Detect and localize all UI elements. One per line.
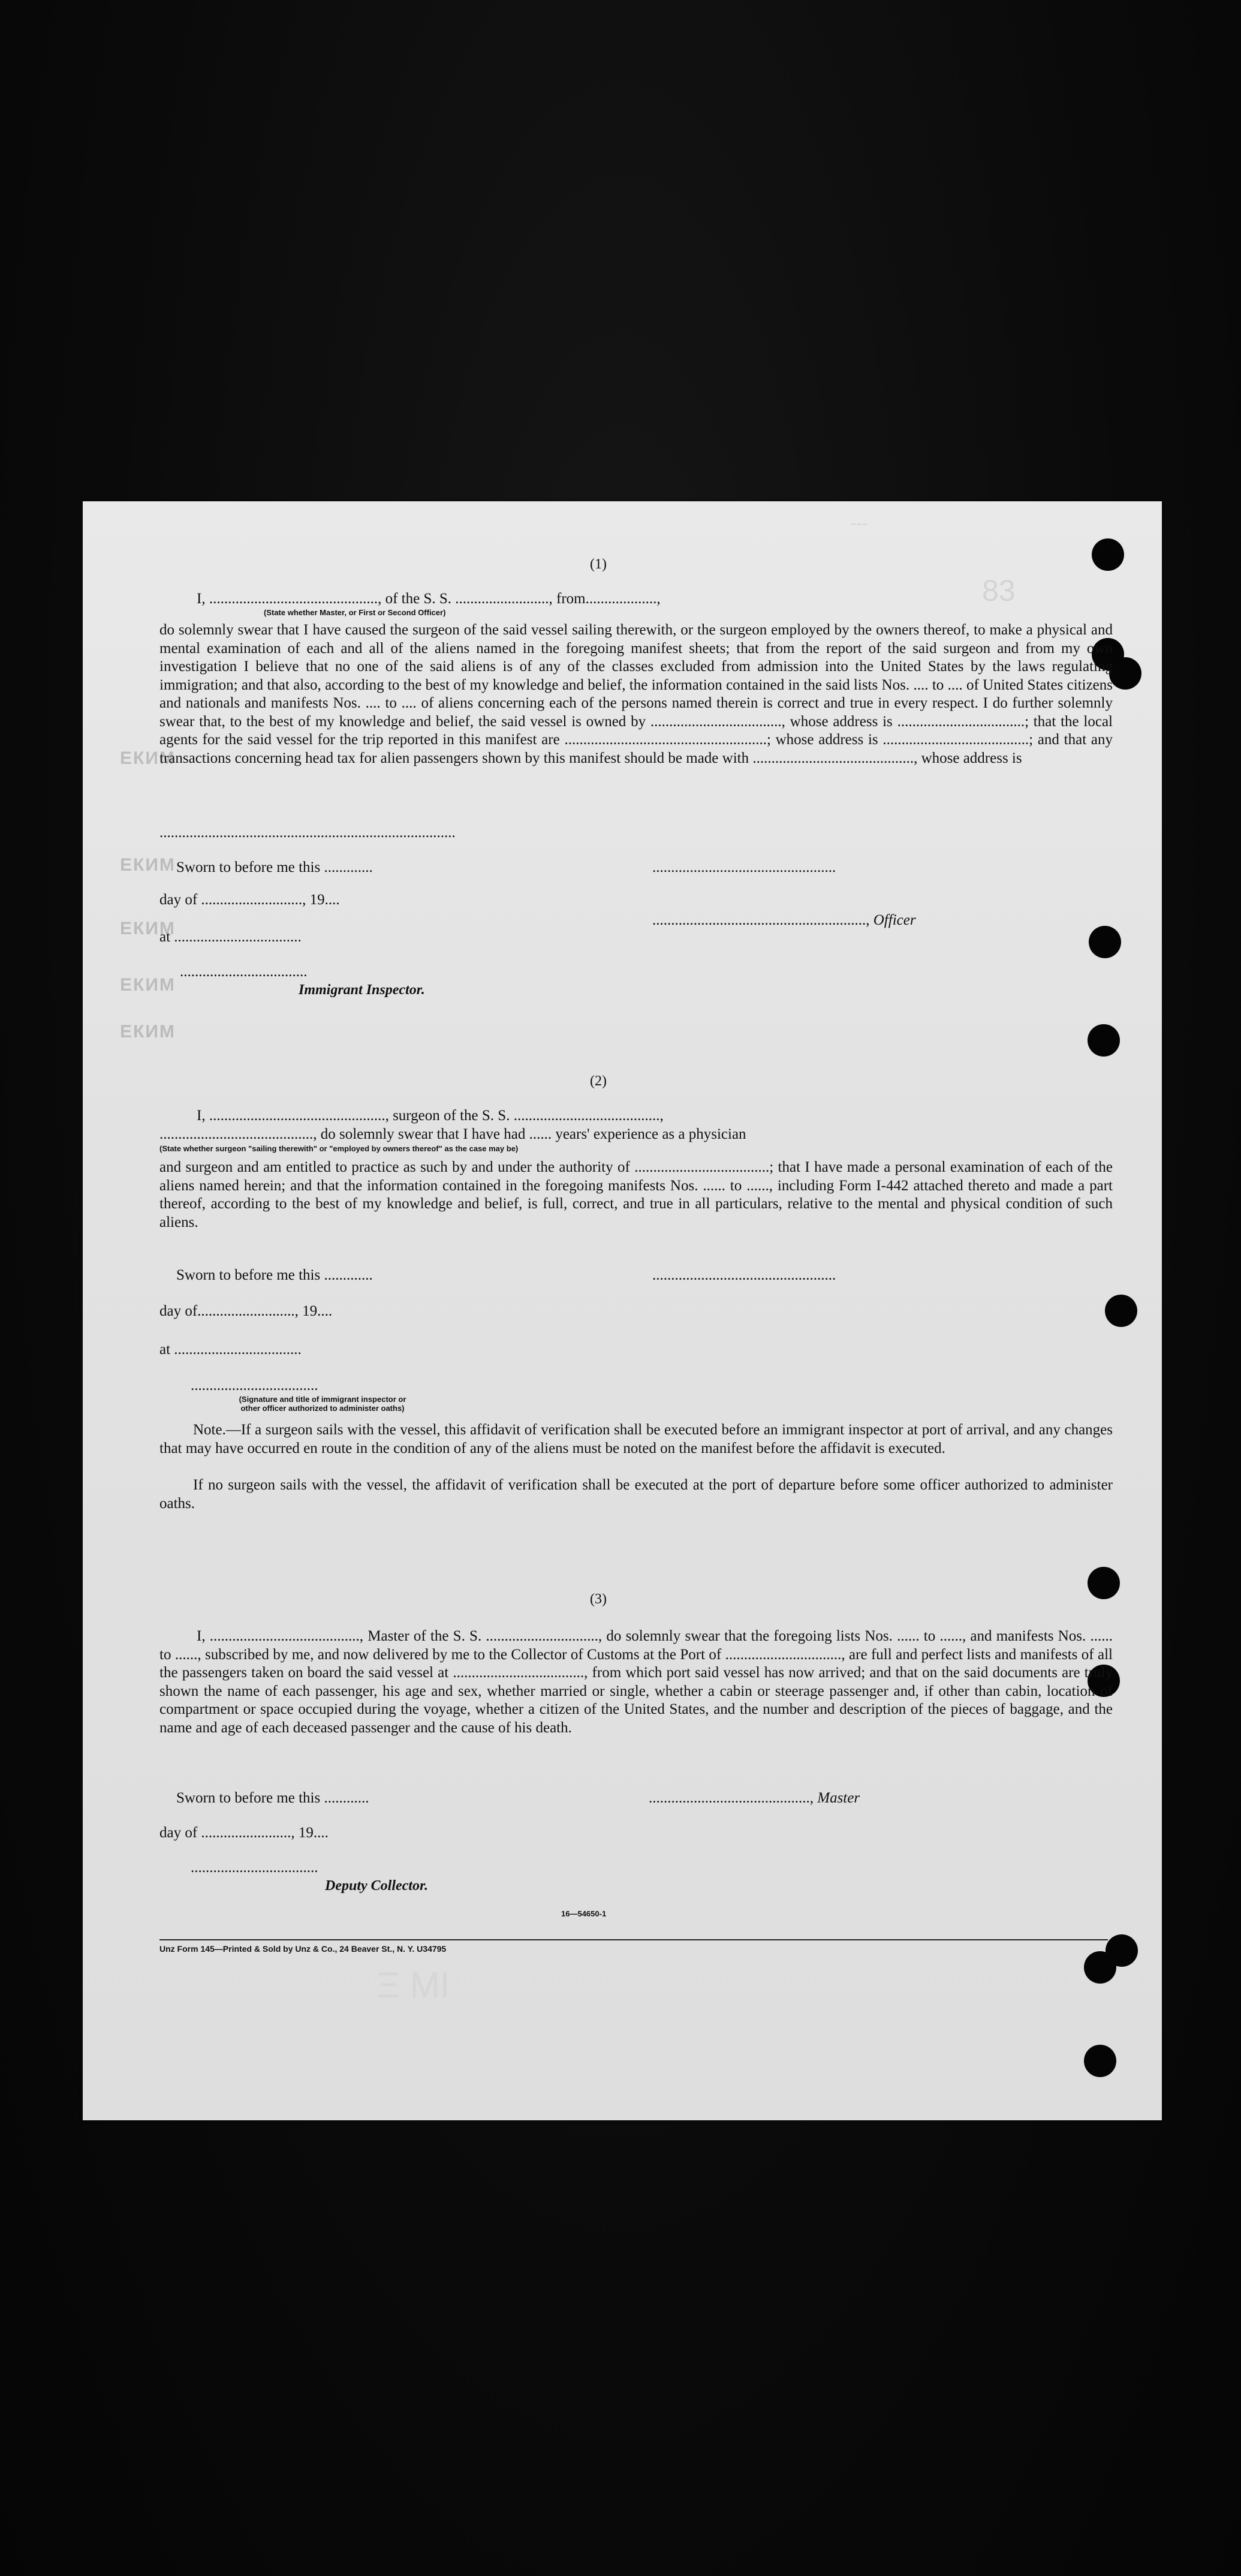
bleed-through-mark: --- [850,513,868,533]
binder-hole [1105,1295,1137,1327]
section-1-line-note: (State whether Master, or First or Second Officer) [264,608,446,617]
section-2-line-note: (State whether surgeon "sailing therewith" or "employed by owners thereof" as the case may be) [159,1144,519,1153]
section-2-second-line: ........................................., do solemnly swear that I have had ...... years' experience as a physician [159,1126,746,1142]
section-2-day: day of.........................., 19.... [159,1303,333,1319]
section-2-sign-note-1: (Signature and title of immigrant inspector or [239,1395,406,1404]
manifest-verification-page [83,501,1162,2120]
section-2-at: at .................................. [159,1341,302,1358]
section-3-master-dots: ..........................................., [649,1790,818,1806]
section-3-master-title: Master [817,1790,860,1806]
binder-hole [1088,1024,1120,1057]
section-3-number: (3) [590,1591,607,1607]
binder-hole [1089,926,1121,958]
section-3-master-line [649,1789,860,1807]
section-2-sign-dots: .................................. [191,1377,318,1394]
section-3-signer: Deputy Collector. [325,1878,428,1894]
bleed-through-mark: Ξ ΜΙ [376,1965,450,2005]
footer-rule [159,1939,1108,1940]
section-1-body-tail: ............................................................................... [159,824,456,841]
section-1-at: at .................................. [159,929,302,945]
section-2-number: (2) [590,1073,607,1089]
bleed-through-mark: ЕКИМ [120,919,176,938]
section-1-officer-dots: ........................................................., [652,912,873,928]
bleed-through-mark: ЕКИМ [120,748,176,768]
printer-footer: Unz Form 145—Printed & Sold by Unz & Co., 24 Beaver St., N. Y. U34795 [159,1944,447,1954]
bleed-through-mark: ЕКИМ [120,1022,176,1042]
section-1-body: do solemnly swear that I have caused the surgeon of the said vessel sailing therewith, or the surgeon employed by the owners thereof, to make a physical and mental examination of each and all of the aliens named in the foregoing manifest sheets; that from the report of the said surgeon and from my own investigation I believe that no one of the said aliens is of any of the classes excluded from admission into the United States by the laws regulating immigration; and that also, according to the best of my knowledge and belief, the information contained in the said lists Nos. .... to .... of United States citizens and nationals and manifests Nos. .... to .... of aliens concerning each of the persons named therein is correct and true in every respect. I do further solemnly swear that, to the best of my knowledge and belief, the said vessel is owned by ..................................., whose address is ..................................; that the local agents for the said vessel for the trip reported in this manifest are ......................................................; whose address is .......................................; and that any transactions concerning head tax for alien passengers shown by this manifest should be made with ..........................................., whose address is [159,622,1113,766]
section-1-sign-dots: .................................. [180,964,308,980]
section-3-sworn: Sworn to before me this ............ [176,1790,369,1806]
section-1-sworn: Sworn to before me this ............. [176,859,373,875]
section-1-number: (1) [590,556,607,572]
section-2-note-1: Note.—If a surgeon sails with the vessel, this affidavit of verification shall be executed before an immigrant inspector at port of arrival, and any changes that may have occurred en route in the condition of any of the aliens must be noted on the manifest before the affidavit is executed. [159,1422,1113,1456]
section-1-first-line: I, ............................................., of the S. S. ........................., from..................., [197,591,661,607]
section-2-note-2: If no surgeon sails with the vessel, the affidavit of verification shall be executed at the port of departure before some officer authorized to administer oaths. [159,1477,1113,1512]
section-1-officer-line [652,911,916,929]
section-1-signer: Immigrant Inspector. [299,982,425,998]
bleed-through-mark: ЕКИМ [120,855,176,875]
section-1-day: day of ..........................., 19.... [159,892,340,908]
section-3-sign-dots: .................................. [191,1859,318,1876]
section-2-first-line: I, ..............................................., surgeon of the S. S. ......................................., [197,1108,664,1124]
section-3-day: day of ........................, 19.... [159,1825,329,1841]
section-2-sign-note-2: other officer authorized to administer oaths) [240,1404,405,1413]
section-1-officer-dots-top: ................................................. [652,859,836,875]
section-2-body: and surgeon and am entitled to practice as such by and under the authority of ....................................; that I have made a personal examination of each of the aliens named herein; and that the information contained in the foregoing manifests Nos. ...... to ......, including Form I-442 attached thereto and made a part thereof, according to the best of my knowledge and belief, is full, correct, and true in all particulars, relative to the mental and physical condition of such aliens. [159,1159,1113,1230]
section-2-sworn-dots: ................................................. [652,1267,836,1283]
form-code: 16—54650-1 [561,1909,607,1918]
binder-hole [1109,657,1141,690]
bleed-through-mark: 83 [982,574,1016,607]
binder-hole [1084,1951,1116,1984]
section-1-officer-title: Officer [873,912,916,928]
binder-hole [1084,2045,1116,2077]
section-3-body: I, ........................................, Master of the S. S. .............................., do solemnly swear that the foregoing lists Nos. ...... to ......, and manifests Nos. ...... to ......, subscribed by me, and now delivered by me to the Collector of Customs at the Port of ..............................., are full and perfect lists and manifests of all the passengers taken on board the said vessel at ..................................., from which port said vessel has now arrived; and that on the said documents are truly shown the name of each passenger, his age and sex, whether married or single, whether a cabin or steerage passenger and, if other than cabin, location of compartment or space occupied during the voyage, whether a citizen of the United States, and the number and description of the pieces of baggage, and the name and age of each deceased passenger and the cause of his death. [159,1628,1113,1736]
bleed-through-mark: ЕКИМ [120,975,176,995]
section-2-sworn: Sworn to before me this ............. [176,1267,373,1283]
